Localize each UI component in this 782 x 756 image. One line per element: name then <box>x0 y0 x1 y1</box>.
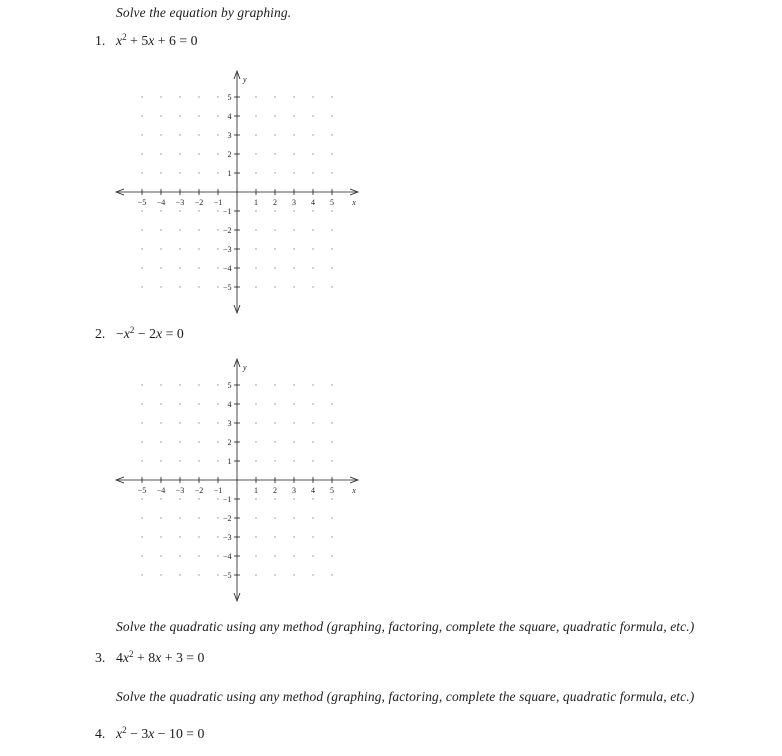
problem-2-equation: $-x^2 - 2x = 0$ <box>116 325 184 341</box>
svg-text:−3: −3 <box>175 198 185 207</box>
instruction-any-method-1: Solve the quadratic using any method (graphing, factoring, complete the square, quadratic formula, etc.) <box>116 619 695 634</box>
svg-text:−3: −3 <box>175 486 185 495</box>
problem-4-equation: $x^2 - 3x - 10 = 0$ <box>116 725 205 741</box>
svg-text:3: 3 <box>292 198 296 207</box>
axes <box>116 71 358 313</box>
svg-text:−3: −3 <box>222 244 232 254</box>
svg-text:−5: −5 <box>222 570 232 580</box>
svg-text:−3: −3 <box>222 532 232 542</box>
svg-text:x: x <box>352 198 356 207</box>
svg-text:2: 2 <box>227 149 232 159</box>
problem-3-equation: $4x^2 + 8x + 3 = 0$ <box>116 649 205 665</box>
svg-text:−5: −5 <box>137 486 147 495</box>
problem-3-number: 3. <box>95 650 106 665</box>
svg-text:−1: −1 <box>222 494 232 504</box>
svg-text:−4: −4 <box>156 486 166 495</box>
svg-text:−1: −1 <box>213 198 223 207</box>
svg-text:1: 1 <box>227 168 232 178</box>
problem-3 <box>95 650 204 666</box>
svg-text:−2: −2 <box>222 225 232 235</box>
svg-text:−2: −2 <box>194 486 204 495</box>
problem-4 <box>95 726 204 742</box>
svg-text:y: y <box>243 363 247 372</box>
coordinate-grid-1 <box>112 67 362 317</box>
svg-text:3: 3 <box>227 418 232 428</box>
svg-text:1: 1 <box>254 486 258 495</box>
svg-text:4: 4 <box>227 111 232 121</box>
svg-text:1: 1 <box>254 198 258 207</box>
svg-text:5: 5 <box>227 92 232 102</box>
instruction-graphing: Solve the equation by graphing. <box>116 5 292 20</box>
svg-text:2: 2 <box>273 198 277 207</box>
svg-text:−2: −2 <box>222 513 232 523</box>
tick-labels <box>138 75 356 292</box>
svg-text:−4: −4 <box>222 263 232 273</box>
svg-text:y: y <box>243 75 247 84</box>
svg-text:2: 2 <box>227 437 232 447</box>
svg-text:3: 3 <box>227 130 232 140</box>
problem-1 <box>95 33 198 49</box>
svg-text:x: x <box>352 486 356 495</box>
svg-text:4: 4 <box>311 198 315 207</box>
svg-text:5: 5 <box>227 380 232 390</box>
svg-text:−4: −4 <box>156 198 166 207</box>
problem-1-number: 1. <box>95 33 106 48</box>
svg-text:5: 5 <box>330 486 334 495</box>
coordinate-grid-2 <box>112 355 362 605</box>
svg-text:3: 3 <box>292 486 296 495</box>
svg-text:−5: −5 <box>222 282 232 292</box>
svg-text:−4: −4 <box>222 551 232 561</box>
svg-text:4: 4 <box>227 399 232 409</box>
problem-4-number: 4. <box>95 726 106 741</box>
svg-text:−2: −2 <box>194 198 204 207</box>
tick-labels <box>138 363 356 580</box>
problem-2-number: 2. <box>95 326 106 341</box>
svg-text:−1: −1 <box>222 206 232 216</box>
svg-text:−1: −1 <box>213 486 223 495</box>
svg-text:−5: −5 <box>137 198 147 207</box>
svg-text:1: 1 <box>227 456 232 466</box>
instruction-any-method-2: Solve the quadratic using any method (graphing, factoring, complete the square, quadratic formula, etc.) <box>116 689 695 704</box>
svg-text:2: 2 <box>273 486 277 495</box>
problem-1-equation: $x^2 + 5x + 6 = 0$ <box>116 32 198 48</box>
problem-2 <box>95 326 184 342</box>
axes <box>116 359 358 601</box>
svg-text:5: 5 <box>330 198 334 207</box>
svg-text:4: 4 <box>311 486 315 495</box>
